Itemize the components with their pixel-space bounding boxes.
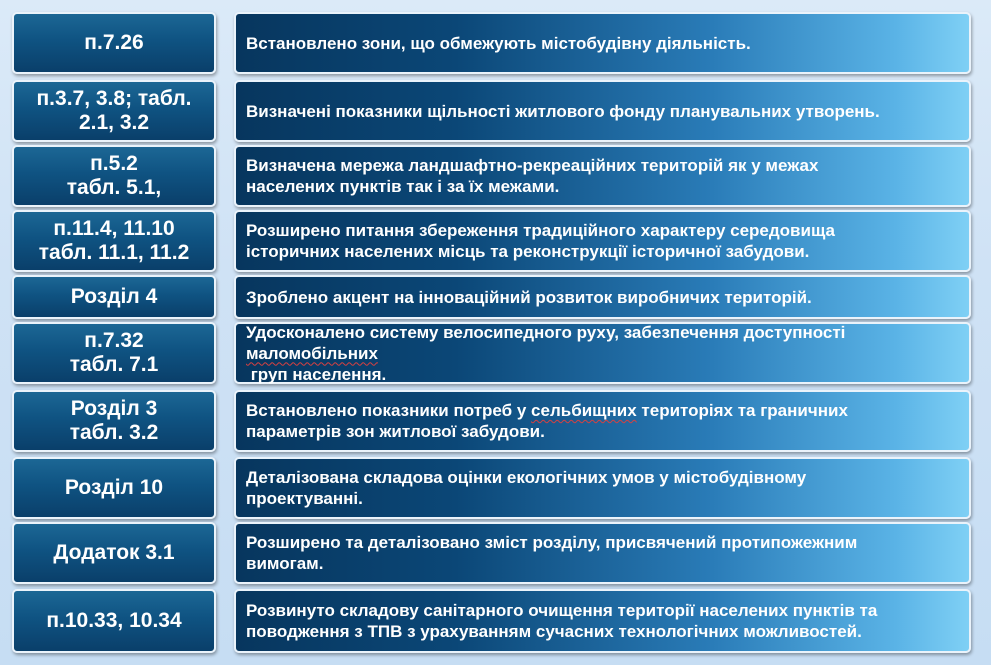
- description-box: [234, 322, 971, 384]
- description-box: [234, 522, 971, 584]
- description-box: [234, 210, 971, 272]
- reference-box: п.11.4, 11.10 табл. 11.1, 11.2: [12, 210, 216, 272]
- description-fragment: територіях та граничних: [636, 401, 848, 420]
- description-box: [234, 12, 971, 74]
- reference-box: Розділ 10: [12, 457, 216, 519]
- description-text: Встановлено зони, що обмежують містобудівну діяльність.: [246, 33, 751, 53]
- description-text: Розвинуто складову санітарного очищення території населених пунктів та поводження з ТПВ з урахуванням сучасних технологічних можливостей.: [246, 601, 878, 641]
- description-text: Визначена мережа ландшафтно-рекреаційних територій як у межах населених пунктів так і за їх межами.: [246, 156, 819, 196]
- reference-box: п.3.7, 3.8; табл. 2.1, 3.2: [12, 80, 216, 142]
- description-text: Розширено питання збереження традиційного характеру середовища історичних населених місць та реконструкції історичної забудови.: [246, 221, 835, 261]
- reference-box: п.7.26: [12, 12, 216, 74]
- reference-box: Додаток 3.1: [12, 522, 216, 584]
- description-fragment: Встановлено показники потреб у: [246, 401, 532, 420]
- description-box: [234, 589, 971, 653]
- description-text: Розширено та деталізовано зміст розділу, присвячений протипожежним вимогам.: [246, 533, 858, 573]
- description-box: [234, 457, 971, 519]
- spellcheck-word: сельбищних: [531, 401, 637, 420]
- description-line: [246, 400, 848, 421]
- description-line: [246, 343, 845, 385]
- description-line: Удосконалено систему велосипедного руху, забезпечення доступності: [246, 322, 846, 342]
- description-fragment: груп населення.: [246, 364, 387, 384]
- description-text: [246, 400, 848, 442]
- description-text: Деталізована складова оцінки екологічних умов у містобудівному проектуванні.: [246, 468, 807, 508]
- description-line: параметрів зон житлової забудови.: [246, 422, 545, 441]
- reference-box: Розділ 4: [12, 275, 216, 319]
- description-box: [234, 145, 971, 207]
- description-box: [234, 390, 971, 452]
- reference-box: п.10.33, 10.34: [12, 589, 216, 653]
- description-box: [234, 275, 971, 319]
- description-text: [246, 322, 845, 385]
- description-text: Зроблено акцент на інноваційний розвиток виробничих територій.: [246, 287, 812, 307]
- reference-box: п.5.2 табл. 5.1,: [12, 145, 216, 207]
- reference-box: Розділ 3 табл. 3.2: [12, 390, 216, 452]
- description-box: [234, 80, 971, 142]
- reference-box: п.7.32 табл. 7.1: [12, 322, 216, 384]
- description-text: Визначені показники щільності житлового фонду планувальних утворень.: [246, 101, 880, 121]
- spellcheck-word: маломобільних: [246, 343, 378, 363]
